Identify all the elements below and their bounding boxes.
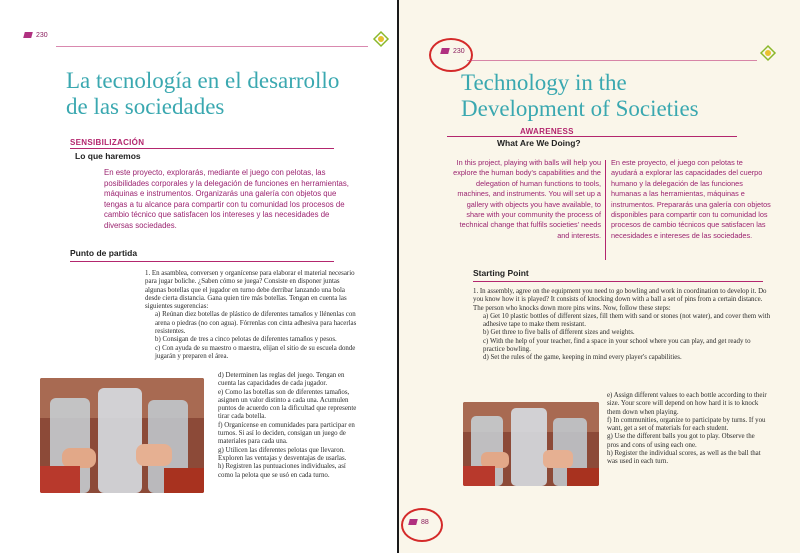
- step-d: d) Determinen las reglas del juego. Tengan en cuenta las capacidades de cada jugador.: [218, 372, 345, 388]
- page-number: 230: [441, 48, 465, 55]
- corner-ornament-icon: [759, 44, 777, 62]
- step-g: g) Utilicen las diferentes pelotas que llevaron. Exploren las ventajas y desventajas de usarlas.: [218, 446, 347, 462]
- step-f: f) Organícense en comunidades para participar en turnos. Si así lo deciden, consigan un juego de materiales para cada una.: [218, 421, 355, 446]
- header-rule: [467, 60, 757, 61]
- step-h: h) Registren las puntuaciones individuales, así como la pelota que se usó en cada turno.: [218, 463, 346, 479]
- english-page: [399, 0, 800, 553]
- page-title: Technology in the Development of Societies: [461, 70, 699, 121]
- step-b: b) Get three to five balls of different sizes and weights.: [483, 329, 635, 337]
- step-1: 1. In assembly, agree on the equipment you need to go bowling and work in coordination to develop it. Do you know how it is played? It consists of knocking down with a ball a set of pins from a certain distance. The person who knocks down more pins wins. Now, follow these steps:: [473, 288, 767, 312]
- starting-point-heading: Punto de partida: [70, 248, 138, 258]
- starting-point-rule: [473, 281, 763, 282]
- step-c: c) Con ayuda de su maestro o maestra, elijan el sitio de su escuela donde jugarán y preparen el área.: [155, 344, 356, 360]
- intro-spanish: En este proyecto, el juego con pelotas te ayudará a explorar las capacidades del cuerpo humano y la delegación de las funciones humanas a las herramientas, máquinas e instrumentos. Prepararás una galería con objetos disponibles para compartir con tu comunidad los procesos de cambio técnicos que satisfacen las necesidades e intereses de las sociedades.: [611, 158, 771, 240]
- page-number-icon: [408, 519, 418, 525]
- corner-ornament-icon: [372, 30, 390, 48]
- step-h: h) Register the individual scores, as well as the ball that was used in each turn.: [607, 450, 761, 466]
- step-e: e) Assign different values to each bottle according to their size. Your score will depend on how hard it is to knock them down when playing.: [607, 392, 767, 416]
- step-e: e) Como las botellas son de diferentes tamaños, asignen un valor distinto a cada una. Acumulen puntos de acuerdo con la dificultad que represente tirar cada botella.: [218, 388, 357, 421]
- starting-point-rule: [70, 261, 334, 262]
- step-f: f) In communities, organize to participate by turns. If you want, get a set of materials for each student.: [607, 416, 766, 433]
- step-a: a) Reúnan diez botellas de plástico de diferentes tamaños y llénenlas con arena o piedras (no con agua). Fórrenlas con cinta adhesiva para hacerlas resistentes.: [155, 311, 357, 336]
- page-number-icon: [23, 32, 33, 38]
- page-title: La tecnología en el desarrollo de las sociedades: [66, 68, 340, 119]
- activity-list-top: [473, 288, 771, 363]
- step-b: b) Consigan de tres a cinco pelotas de diferentes tamaños y pesos.: [155, 336, 337, 344]
- activity-list-bottom: [218, 372, 358, 480]
- intro-english: In this project, playing with balls will help you explore the human body's capabilities and the delegation of human functions to tools, machines, and instruments. You will set up a gallery with objects you have available, to share with your community the process of technical change that fulfils societies' needs and interests.: [453, 158, 601, 240]
- bottom-page-number: 88: [409, 519, 429, 526]
- intro-paragraph: En este proyecto, explorarás, mediante el juego con pelotas, las posibilidades corporales y la delegación de funciones en herramientas, máquinas e instrumentos. Organizarás una galería con objetos que tengas a tu alcance para compartir con tu comunidad los procesos de cambio técnico que satisfacen los intereses y las necesidades de diversas sociedades.: [104, 168, 349, 230]
- page-number-icon: [440, 48, 450, 54]
- section-subheading: What Are We Doing?: [497, 138, 581, 148]
- step-a: a) Get 10 plastic bottles of different sizes, fill them with sand or stones (not water), and cover them with adhesive tape to make them resistant.: [483, 312, 771, 329]
- step-c: c) With the help of your teacher, find a space in your school where you can play, and get ready to practice bowling.: [483, 337, 751, 354]
- page-number-circle-mark: [429, 38, 473, 72]
- step-1: 1. En asamblea, conversen y organícense para elaborar el material necesario para jugar boliche. ¿Saben cómo se juega? Consiste en disponer juntas algunas botellas que el jugador en turno debe derribar lanzando una bola desde cierta distancia. Gana quien tire más botellas. Tengan en cuenta las siguientes sugerencias:: [145, 270, 355, 311]
- section-rule: [70, 148, 334, 149]
- section-heading: SENSIBILIZACIÓN: [70, 138, 145, 147]
- step-g: g) Use the different balls you got to play. Observe the pros and cons of using each one.: [607, 433, 755, 449]
- section-subheading: Lo que haremos: [75, 151, 141, 161]
- activity-list-top: [145, 270, 359, 361]
- section-heading: AWARENESS: [520, 127, 574, 136]
- activity-list-bottom: [607, 392, 767, 467]
- bottles-photo: [463, 402, 599, 486]
- bottles-photo: [40, 378, 204, 493]
- header-rule: [56, 46, 368, 47]
- intro-divider: [605, 160, 606, 260]
- page-number: 230: [24, 32, 48, 39]
- section-rule: [447, 136, 737, 137]
- spanish-page: [0, 0, 397, 553]
- starting-point-heading: Starting Point: [473, 268, 529, 278]
- step-d: d) Set the rules of the game, keeping in mind every player's capabilities.: [483, 354, 682, 362]
